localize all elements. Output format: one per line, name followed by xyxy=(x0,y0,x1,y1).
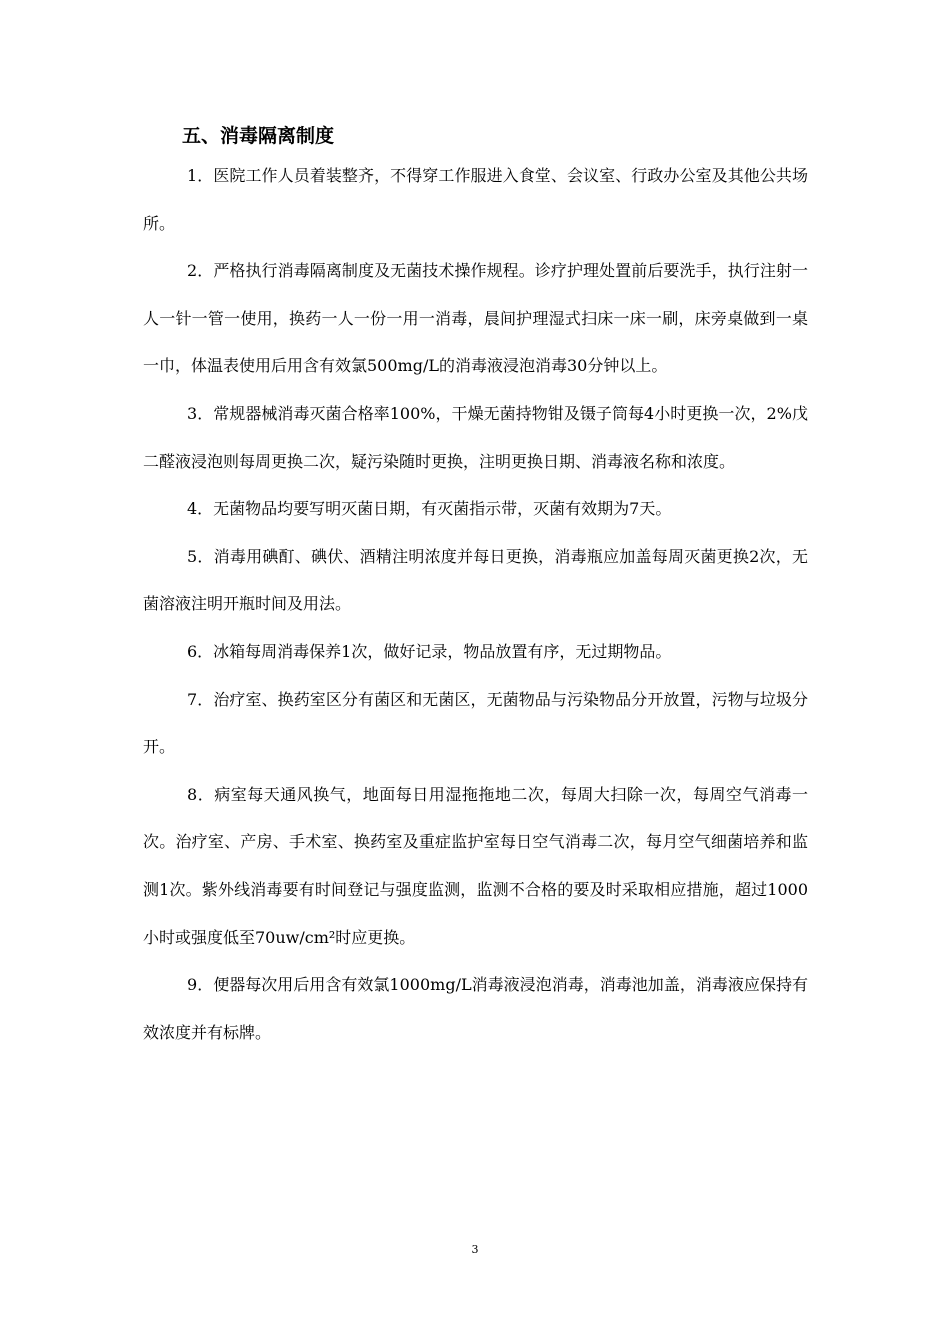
paragraph-9: 9．便器每次用后用含有效氯1000mg/L消毒液浸泡消毒，消毒池加盖，消毒液应保持有效浓度并有标牌。 xyxy=(143,975,808,1042)
paragraph-3: 3．常规器械消毒灭菌合格率100%，干燥无菌持物钳及镊子筒每4小时更换一次，2%戊二醛液浸泡则每周更换二次，疑污染随时更换，注明更换日期、消毒液名称和浓度。 xyxy=(143,403,808,471)
paragraph-6: 6．冰箱每周消毒保养1次，做好记录，物品放置有序，无过期物品。 xyxy=(187,641,672,661)
paragraph-5: 5．消毒用碘酊、碘伏、酒精注明浓度并每日更换，消毒瓶应加盖每周灭菌更换2次，无菌溶液注明开瓶时间及用法。 xyxy=(143,546,808,614)
section-heading: 五、消毒隔离制度 xyxy=(182,125,335,147)
paragraph-2: 2．严格执行消毒隔离制度及无菌技术操作规程。诊疗护理处置前后要洗手，执行注射一人一针一管一使用，换药一人一份一用一消毒，晨间护理湿式扫床一床一刷，床旁桌做到一桌一巾，体温表使用后用含有效氯500mg/L的消毒液浸泡消毒30分钟以上。 xyxy=(143,261,808,376)
paragraph-4: 4．无菌物品均要写明灭菌日期，有灭菌指示带，灭菌有效期为7天。 xyxy=(187,499,672,519)
paragraph-1: 1．医院工作人员着装整齐，不得穿工作服进入食堂、会议室、行政办公室及其他公共场所。 xyxy=(143,166,808,233)
paragraph-7: 7．治疗室、换药室区分有菌区和无菌区，无菌物品与污染物品分开放置，污物与垃圾分开。 xyxy=(143,689,808,757)
paragraph-8: 8．病室每天通风换气，地面每日用湿拖拖地二次，每周大扫除一次，每周空气消毒一次。治疗室、产房、手术室、换药室及重症监护室每日空气消毒二次，每月空气细菌培养和监测1次。紫外线消毒要有时间登记与强度监测，监测不合格的要及时采取相应措施，超过1000小时或强度低至70uw/cm²时应更换。 xyxy=(143,784,808,947)
document-body xyxy=(143,152,808,1056)
page-number: 3 xyxy=(471,1243,479,1256)
